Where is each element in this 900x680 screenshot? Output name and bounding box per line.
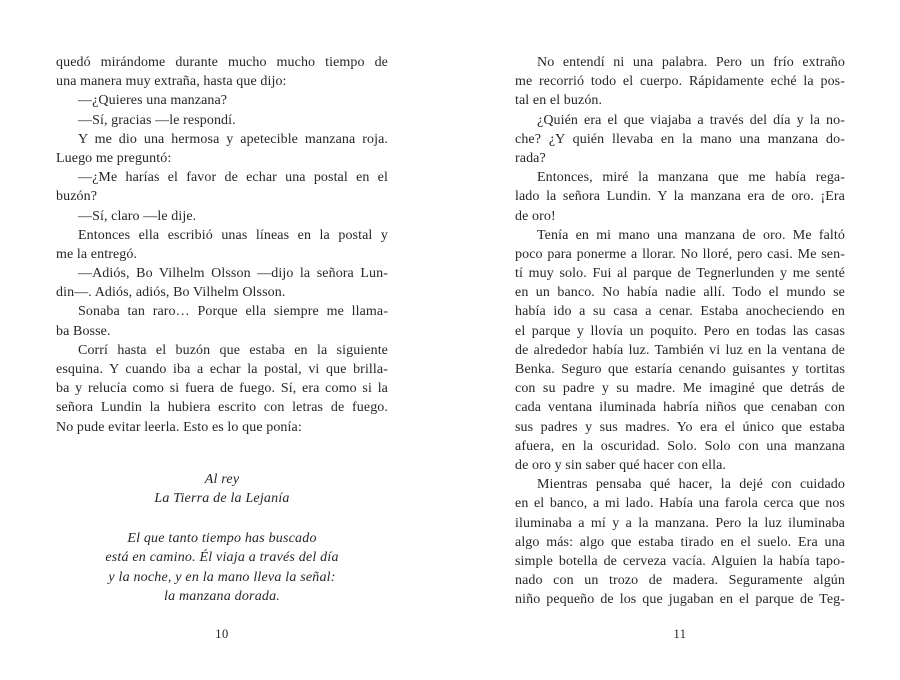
text-line: una manera muy extraña, hasta que dijo: bbox=[56, 74, 287, 90]
text-line: Luego me preguntó: bbox=[56, 150, 172, 166]
text-line: —Sí, gracias —le respondí. bbox=[78, 112, 236, 128]
text-line: ¿Quién era el que viajaba a través del día y la no- bbox=[537, 112, 845, 128]
text-line: che? ¿Y quién llevaba en la mano una manzana do- bbox=[515, 131, 845, 147]
verse-line: la manzana dorada. bbox=[164, 588, 280, 604]
text-line: en un banco. No había nadie allí. Todo el mundo se bbox=[515, 285, 845, 301]
verse-address bbox=[56, 470, 388, 508]
text-line: con su padre y su madre. Me imaginé que detrás de bbox=[515, 381, 845, 397]
verse-line: y la noche, y en la mano lleva la señal: bbox=[108, 569, 336, 585]
verse-line: Al rey bbox=[204, 471, 240, 487]
text-line: me recorrió todo el cuerpo. Rápidamente eché la pos- bbox=[515, 74, 845, 90]
text-line: Y me dio una hermosa y apetecible manzana roja. bbox=[78, 131, 388, 147]
text-line: ba Bosse. bbox=[56, 323, 111, 339]
text-line: din—. Adiós, adiós, Bo Vilhelm Olsson. bbox=[56, 285, 286, 301]
text-line: sus padres y sus madres. Yo era el único que estaba bbox=[515, 419, 845, 435]
page-left-text-block bbox=[56, 53, 388, 606]
text-line: poco para ponerme a llorar. No lloré, pero casi. Me sen- bbox=[515, 246, 845, 262]
text-line: de oro! bbox=[515, 208, 556, 224]
text-line: tal en el buzón. bbox=[515, 93, 603, 109]
page-number-left: 10 bbox=[215, 627, 229, 641]
page-right bbox=[515, 0, 845, 680]
text-line: tí muy solo. Fui al parque de Tegnerlunden y me senté bbox=[515, 266, 845, 282]
text-line: el parque y llovía un poquito. Pero en todas las casas bbox=[515, 323, 845, 339]
text-line: lado la señora Lundin. Y la manzana era de oro. ¡Era bbox=[515, 189, 845, 205]
text-line: de alrededor había luz. También vi luz en la ventana de bbox=[515, 342, 845, 358]
text-line: niño pequeño de los que jugaban en el parque de Teg- bbox=[515, 592, 845, 608]
text-line: algo más: algo que estaba tirado en el suelo. Era una bbox=[515, 534, 845, 550]
text-line: de oro y sin saber qué hacer con ella. bbox=[515, 457, 726, 473]
text-line: No entendí ni una palabra. Pero un frío extraño bbox=[537, 55, 845, 70]
postcard-verse bbox=[56, 470, 388, 606]
text-line: —¿Me harías el favor de echar una postal en el bbox=[78, 170, 388, 186]
page-left-body bbox=[56, 53, 388, 437]
verse-line: El que tanto tiempo has buscado bbox=[127, 531, 317, 547]
text-line: Mientras pensaba qué hacer, la dejé con cuidado bbox=[537, 477, 845, 493]
verse-line: está en camino. Él viaja a través del día bbox=[105, 550, 339, 566]
text-line: buzón? bbox=[56, 189, 98, 205]
text-line: en el banco, a mi lado. Había una farola cerca que nos bbox=[515, 496, 845, 512]
page-left bbox=[56, 0, 388, 680]
text-line: —Adiós, Bo Vilhelm Olsson —dijo la señora Lun- bbox=[78, 266, 388, 282]
verse-line: La Tierra de la Lejanía bbox=[154, 490, 290, 506]
text-line: señora Lundin la hubiera escrito con letras de fuego. bbox=[56, 400, 388, 416]
text-line: me la entregó. bbox=[56, 246, 138, 262]
text-line: iluminaba a mí y a la manzana. Pero la luz iluminaba bbox=[515, 515, 845, 531]
text-line: No pude evitar leerla. Esto es lo que ponía: bbox=[56, 419, 302, 435]
page-number-right: 11 bbox=[673, 627, 687, 641]
text-line: Corrí hasta el buzón que estaba en la siguiente bbox=[78, 342, 388, 358]
text-line: Benka. Seguro que estaría cenando guisantes y tortitas bbox=[515, 362, 845, 377]
text-line: —Sí, claro —le dije. bbox=[78, 208, 197, 224]
text-line: Tenía en mi mano una manzana de oro. Me faltó bbox=[537, 227, 845, 243]
text-line: Entonces ella escribió unas líneas en la postal y bbox=[78, 227, 388, 243]
page-right-text-block bbox=[515, 53, 845, 609]
text-line: esquina. Y cuando iba a echar la postal, vi que brilla- bbox=[56, 362, 388, 377]
text-line: ba y relucía como si fuera de fuego. Sí, era como si la bbox=[56, 381, 388, 397]
text-line: Sonaba tan raro… Porque ella siempre me llama- bbox=[78, 304, 388, 320]
text-line: cada ventana iluminada habría niños que cenaban con bbox=[515, 400, 845, 416]
text-line: afuera, en la oscuridad. Solo. Solo con una manzana bbox=[515, 438, 845, 454]
text-line: quedó mirándome durante mucho mucho tiempo de bbox=[56, 55, 388, 70]
text-line: rada? bbox=[515, 150, 546, 166]
text-line: —¿Quieres una manzana? bbox=[78, 93, 228, 109]
text-line: simple botella de cerveza vacía. Alguien la había tapo- bbox=[515, 553, 845, 569]
text-line: Entonces, miré la manzana que me había rega- bbox=[537, 170, 845, 186]
text-line: había ido a su casa a cenar. Estaba anocheciendo en bbox=[515, 304, 845, 320]
text-line: nado con un trozo de madera. Seguramente algún bbox=[515, 573, 845, 589]
page-right-body bbox=[515, 53, 845, 609]
verse-stanza bbox=[56, 529, 388, 606]
